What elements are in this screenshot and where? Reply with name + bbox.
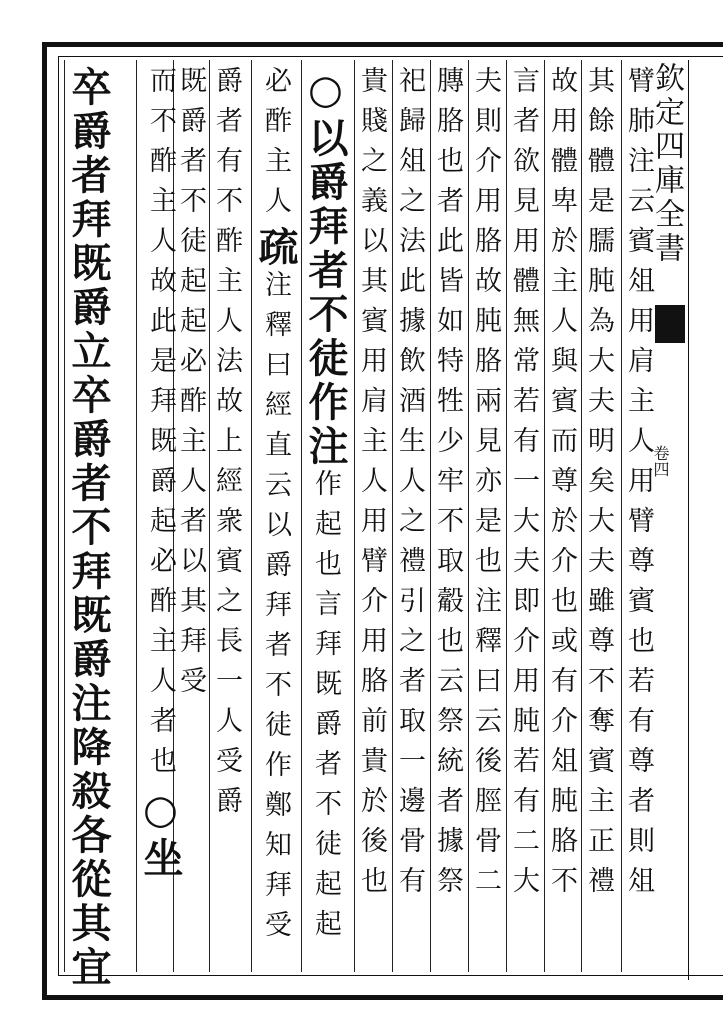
text-column: 其餘體是臑肫為大夫明矣大夫雖尊不奪賓主正禮 bbox=[583, 66, 614, 906]
main-text: 降殺各從其宜 bbox=[65, 726, 112, 990]
page-fold-margin bbox=[688, 60, 723, 980]
book-title: 欽定四庫全書 bbox=[649, 62, 684, 266]
text-column bbox=[137, 66, 184, 881]
commentary-text: 必酢主人 bbox=[260, 66, 291, 226]
commentary-text: 注釋曰經直云以爵拜者不徒作鄭知拜受 bbox=[260, 270, 291, 950]
text-column: 貴賤之義以其賓用肩主人用臂介用胳前貴於後也 bbox=[356, 66, 387, 906]
commentary-text: 作起也言拜既爵者不徒起起 bbox=[310, 469, 341, 949]
text-column: 言者欲見用體無常若有一大夫即介用肫若有二大 bbox=[508, 66, 539, 906]
column-rule bbox=[581, 60, 582, 972]
text-column: 故用體卑於主人與賓而尊於介也或有介俎肫胳不 bbox=[546, 66, 577, 906]
column-rule bbox=[544, 60, 545, 972]
text-column bbox=[252, 66, 299, 950]
text-column: 爵者有不酢主人法故上經衆賓之長一人受爵 bbox=[211, 66, 242, 826]
commentary-text: 而不酢主人故此是拜既爵起必酢主人者也 bbox=[145, 66, 176, 786]
text-column: 膞胳也者此皆如特牲少牢不取觳也云祭統者據祭 bbox=[432, 66, 463, 906]
main-text: ○以爵拜者不徒作注 bbox=[302, 66, 349, 469]
volume-label: 卷四 bbox=[651, 445, 670, 477]
column-rule bbox=[392, 60, 393, 972]
text-column bbox=[302, 66, 349, 949]
column-rule bbox=[251, 60, 252, 972]
column-rule bbox=[430, 60, 431, 972]
text-column: 既爵者不徒起起必酢主人者以其拜受 bbox=[175, 66, 206, 706]
column-rule bbox=[506, 60, 507, 972]
column-rule bbox=[621, 60, 622, 972]
column-rule bbox=[354, 60, 355, 972]
text-column: 祀歸俎之法此據飲酒生人之禮引之者取一邊骨有 bbox=[394, 66, 425, 906]
column-rule bbox=[209, 60, 210, 972]
text-column: 夫則介用胳故肫胳兩見亦是也注釋曰云後脛骨二 bbox=[470, 66, 501, 906]
column-rule bbox=[468, 60, 469, 972]
main-text: ○坐 bbox=[137, 786, 184, 881]
main-text: 卒爵者拜既爵立卒爵者不拜既爵注 bbox=[65, 66, 112, 726]
text-column: 臂肺注云賓俎用肩主人用臂尊賓也若有尊者則俎 bbox=[623, 66, 654, 906]
fishtail-mark bbox=[655, 305, 685, 343]
main-text: 疏 bbox=[252, 226, 299, 270]
text-column bbox=[65, 66, 112, 990]
